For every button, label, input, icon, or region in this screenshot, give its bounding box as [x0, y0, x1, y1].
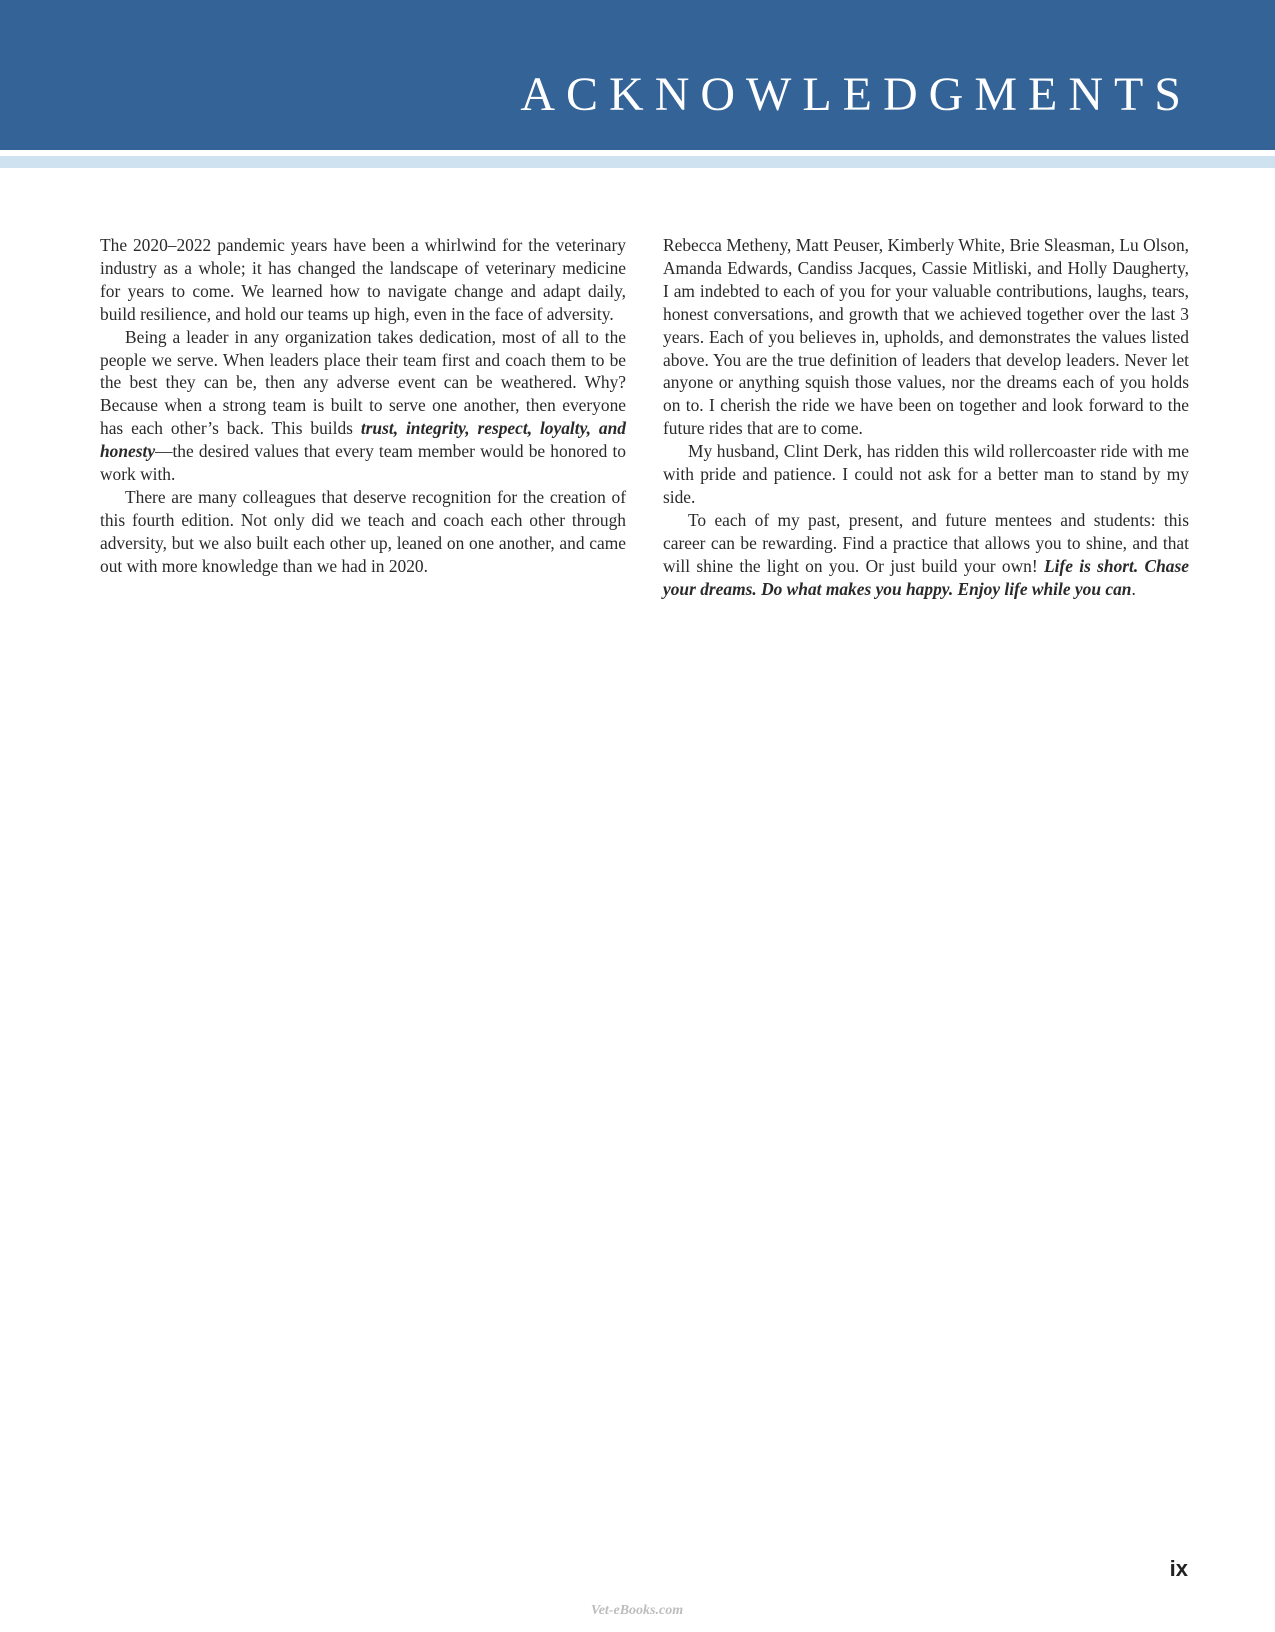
- text-run: There are many colleagues that deserve recognition for the creation of this fourth edition. Not only did we teach and coach each other through adversity, but we also built each other up, leaned on one another, and came out with more knowledge than we had in 2020.: [100, 486, 626, 576]
- paragraph: [100, 486, 626, 578]
- paragraph: [100, 234, 626, 326]
- text-column-right: [663, 234, 1189, 601]
- text-run: The 2020–2022 pandemic years have been a whirlwind for the veterinary industry as a whole; it has changed the landscape of veterinary medicine for years to come. We learned how to navigate change and adapt daily, build resilience, and hold our teams up high, even in the face of adversity.: [100, 235, 626, 324]
- text-column-left: [100, 234, 626, 578]
- text-run: Being a leader in any organization takes dedication, most of all to the people we serve. When leaders place their team first and coach them to be the best they can be, then any adverse event can be weathered. Why? Because when a strong team is built to serve one another, then everyone has each other’s back. This builds: [100, 326, 626, 439]
- emphasized-text: trust, integrity, respect, loyalty, and honesty: [100, 418, 626, 462]
- watermark-text: Vet-eBooks.com: [590, 1603, 684, 1618]
- text-run: .: [1131, 578, 1136, 599]
- page-number: ix: [1169, 1556, 1188, 1581]
- text-run: My husband, Clint Derk, has ridden this wild rollercoaster ride with me with pride and patience. I could not ask for a better man to stand by my side.: [663, 441, 1189, 507]
- header-stripe: [0, 156, 1275, 168]
- paragraph: [663, 440, 1189, 509]
- paragraph: [663, 509, 1189, 601]
- page-title: ACKNOWLEDGMENTS: [520, 68, 1192, 121]
- watermark-logo: [577, 1597, 697, 1621]
- text-run: Rebecca Metheny, Matt Peuser, Kimberly White, Brie Sleasman, Lu Olson, Amanda Edwards, Candiss Jacques, Cassie Mitliski, and Holly Daugherty, I am indebted to each of you for your valuable contributions, laughs, tears, honest conversations, and growth that we achieved together over the last 3 years. Each of you believes in, upholds, and demonstrates the values listed above. You are the true definition of leaders that develop leaders. Never let anyone or anything squish those values, nor the dreams each of you holds on to. I cherish the ride we have been on together and look forward to the future rides that are to come.: [663, 235, 1189, 439]
- text-run: —the desired values that every team member would be honored to work with.: [100, 441, 626, 485]
- paragraph: [663, 234, 1189, 440]
- emphasized-text: Life is short. Chase your dreams. Do what makes you happy. Enjoy life while you can: [663, 555, 1189, 599]
- text-run: To each of my past, present, and future mentees and students: this career can be rewarding. Find a practice that allows you to shine, and that will shine the light on you. Or just build your own!: [663, 509, 1189, 576]
- paragraph: [100, 326, 626, 486]
